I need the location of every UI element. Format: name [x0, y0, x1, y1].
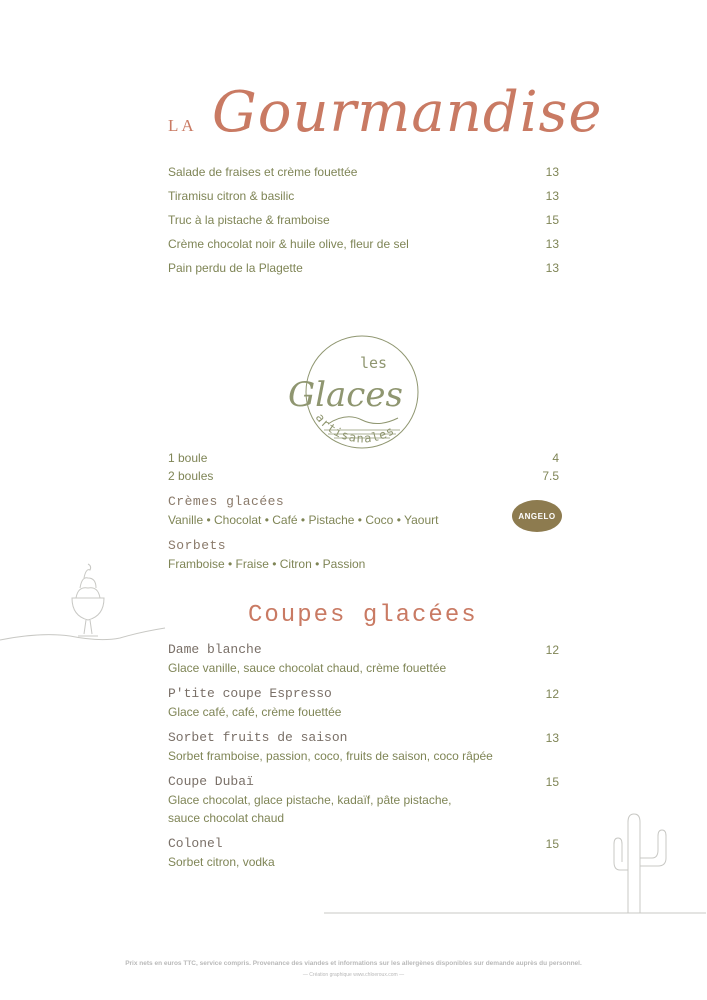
menu-item	[168, 451, 559, 469]
item-name: 1 boule	[168, 451, 208, 465]
item-name: Crème chocolat noir & huile olive, fleur de sel	[168, 237, 409, 251]
item-name: Tiramisu citron & basilic	[168, 189, 295, 203]
section-prefix: LA	[168, 116, 197, 135]
footer-note: Prix nets en euros TTC, service compris. Provenance des viandes et informations sur les allergènes disponibles sur demande auprès du personnel.	[125, 960, 582, 967]
item-price: 13	[545, 261, 559, 275]
logo-artisanales: artisanales	[312, 410, 398, 446]
footer-credit: — Création graphique www.chloeroux.com —	[302, 972, 405, 978]
item-price: 13	[545, 237, 559, 251]
menu-item	[168, 165, 559, 183]
coupe-price: 15	[545, 775, 559, 789]
item-price: 7.5	[542, 469, 559, 483]
coupe-desc: Glace café, café, crème fouettée	[168, 705, 342, 719]
angelo-badge	[512, 500, 562, 532]
coupe-desc-cont: sauce chocolat chaud	[168, 811, 285, 825]
coupe-desc: Glace chocolat, glace pistache, kadaïf, pâte pistache,	[168, 793, 452, 807]
menu-item	[168, 213, 559, 231]
badge-label: ANGELO	[518, 512, 556, 521]
item-price: 13	[545, 189, 559, 203]
menu-item	[168, 261, 559, 279]
coupe-price: 15	[545, 837, 559, 851]
sorbets-title: Sorbets	[168, 538, 227, 553]
menu-item	[168, 469, 559, 487]
coupe-price: 13	[545, 731, 559, 745]
coupe-name: Sorbet fruits de saison	[168, 730, 348, 745]
section-title-coupes: Coupes glacées	[248, 602, 478, 629]
menu-item	[168, 237, 559, 255]
item-name: Truc à la pistache & framboise	[168, 213, 330, 227]
sundae-illustration	[0, 560, 170, 650]
coupe-desc: Sorbet framboise, passion, coco, fruits de saison, coco râpée	[168, 749, 493, 763]
sorbets-list: Framboise • Fraise • Citron • Passion	[168, 557, 366, 571]
coupe-price: 12	[545, 643, 559, 657]
item-price: 13	[545, 165, 559, 179]
menu-item	[168, 189, 559, 207]
item-name: 2 boules	[168, 469, 214, 483]
coupe-name: Dame blanche	[168, 642, 262, 657]
coupe-desc: Sorbet citron, vodka	[168, 855, 275, 869]
cactus-illustration	[320, 810, 707, 920]
item-price: 4	[552, 451, 559, 465]
coupe-name: Coupe Dubaï	[168, 774, 254, 789]
logo-les: les	[360, 354, 388, 372]
section-title-gourmandise: Gourmandise	[212, 80, 603, 145]
logo-wave	[328, 417, 398, 424]
item-price: 15	[545, 213, 559, 227]
coupe-name: Colonel	[168, 836, 223, 851]
cremes-title: Crèmes glacées	[168, 494, 285, 509]
item-name: Salade de fraises et crème fouettée	[168, 165, 358, 179]
cremes-list: Vanille • Chocolat • Café • Pistache • Coco • Yaourt	[168, 513, 439, 527]
coupe-price: 12	[545, 687, 559, 701]
logo-glaces: Glaces	[288, 375, 403, 415]
coupe-name: P'tite coupe Espresso	[168, 686, 332, 701]
item-name: Pain perdu de la Plagette	[168, 261, 303, 275]
coupe-desc: Glace vanille, sauce chocolat chaud, crème fouettée	[168, 661, 447, 675]
glaces-logo	[280, 332, 440, 457]
